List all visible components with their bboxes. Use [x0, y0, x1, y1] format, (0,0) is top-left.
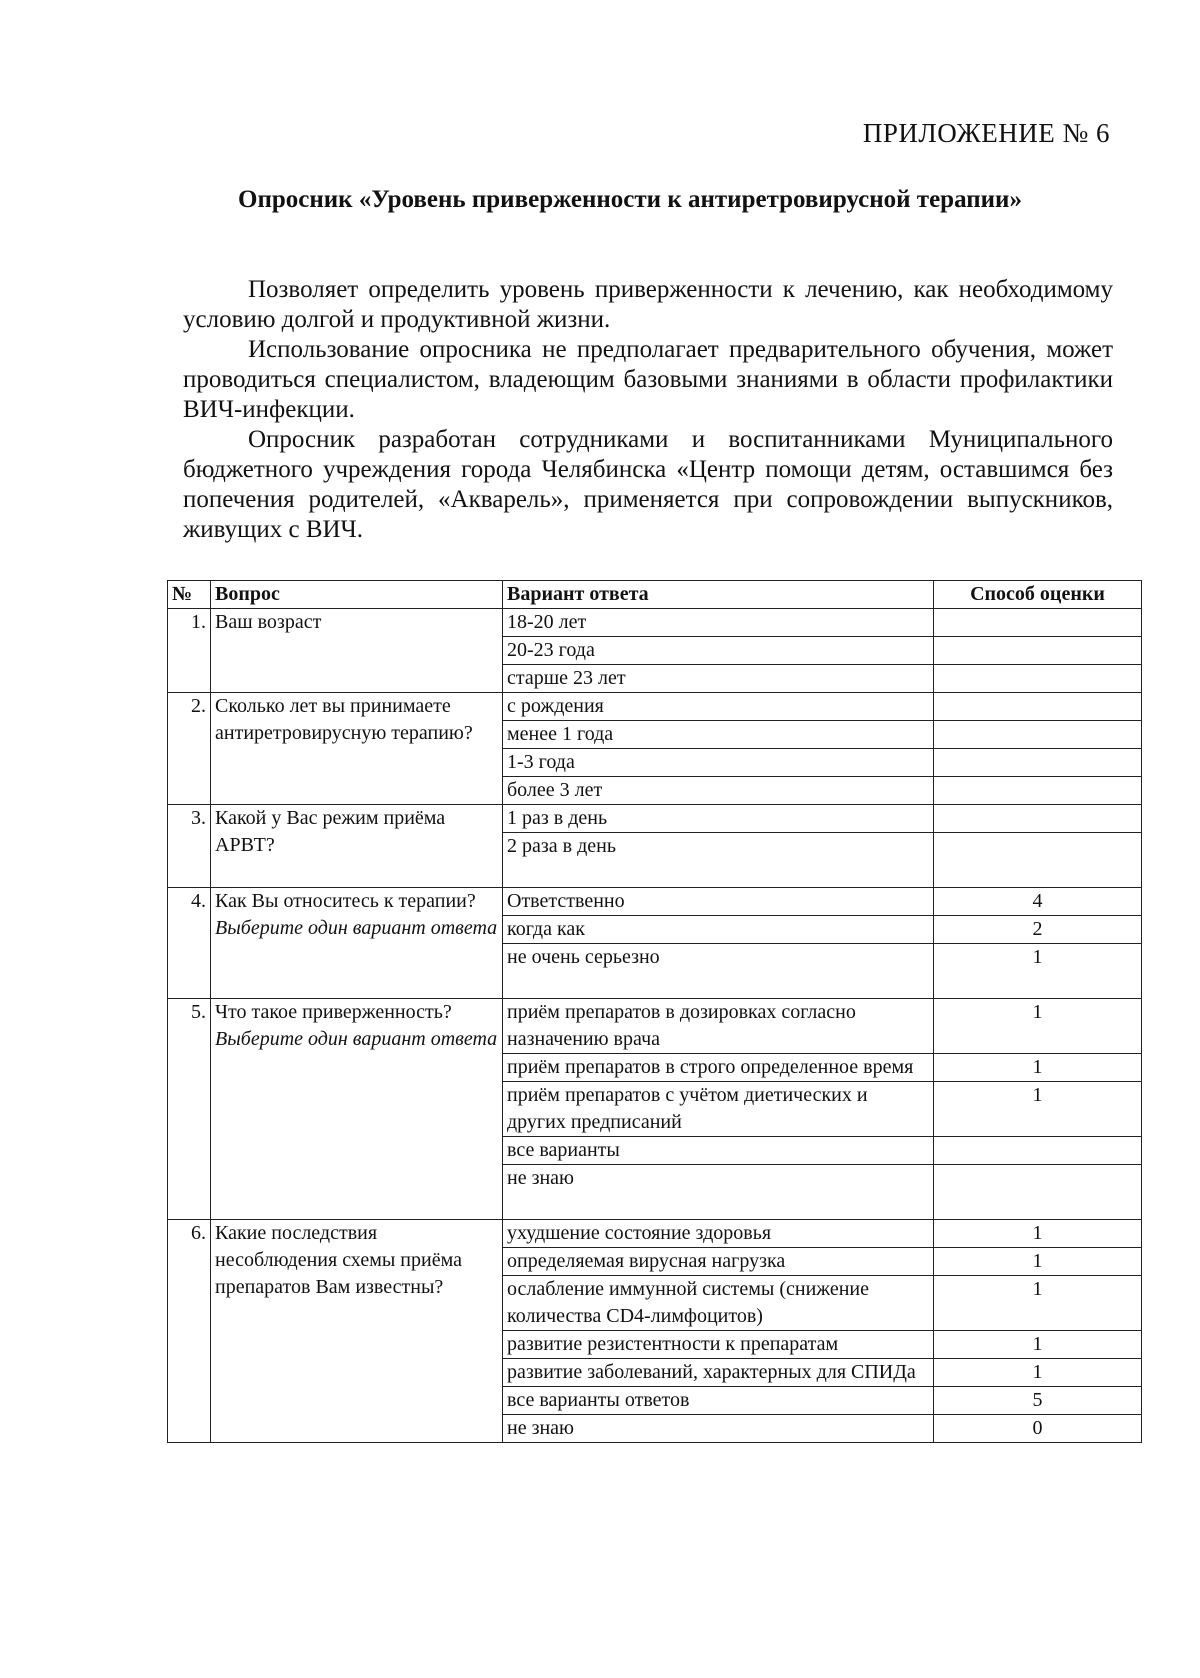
score-cell: [934, 777, 1142, 805]
answer-option: когда как: [503, 916, 934, 944]
answer-option: более 3 лет: [503, 777, 934, 805]
question-number: 5.: [168, 999, 211, 1220]
question-number: 4.: [168, 888, 211, 999]
answer-option: ослабление иммунной системы (снижение количества CD4-лимфоцитов): [503, 1276, 934, 1331]
score-cell: [934, 637, 1142, 665]
appendix-label: ПРИЛОЖЕНИЕ № 6: [862, 118, 1110, 148]
table-row: [168, 805, 1142, 833]
score-cell: 2: [934, 916, 1142, 944]
score-cell: [934, 721, 1142, 749]
table-row: [168, 1220, 1142, 1248]
score-cell: 1: [934, 1248, 1142, 1276]
answer-option: Ответственно: [503, 888, 934, 916]
intro-paragraph: Опросник разработан сотрудниками и воспитанниками Муниципального бюджетного учреждения города Челябинска «Центр помощи детям, оставшимся без попечения родителей, «Акварель», применяется при сопровождении выпускников, живущих с ВИЧ.: [183, 426, 1113, 543]
answer-option: старше 23 лет: [503, 665, 934, 693]
intro-text: [183, 275, 1113, 545]
questionnaire-table: [167, 580, 1142, 1443]
answer-option: менее 1 года: [503, 721, 934, 749]
question-number: 1.: [168, 609, 211, 693]
score-cell: 5: [934, 1387, 1142, 1415]
page-title: Опросник «Уровень приверженности к антиретровирусной терапии»: [238, 186, 1022, 213]
answer-option: приём препаратов в дозировках согласно назначению врача: [503, 999, 934, 1054]
answer-option: 1-3 года: [503, 749, 934, 777]
header-num: №: [168, 581, 211, 609]
answer-option: 20-23 года: [503, 637, 934, 665]
answer-option: 2 раза в день: [503, 833, 934, 888]
intro-paragraph: Позволяет определить уровень приверженности к лечению, как необходимому условию долгой и продуктивной жизни.: [183, 276, 1113, 333]
score-cell: [934, 665, 1142, 693]
header-question: Вопрос: [211, 581, 503, 609]
answer-option: 18-20 лет: [503, 609, 934, 637]
score-cell: 0: [934, 1415, 1142, 1443]
table-row: [168, 999, 1142, 1054]
table-row: [168, 693, 1142, 721]
question-text: Что такое приверженность?: [215, 1001, 452, 1023]
answer-option: с рождения: [503, 693, 934, 721]
answer-option: развитие заболеваний, характерных для СПИДа: [503, 1359, 934, 1387]
question-text: Как Вы относитесь к терапии?: [215, 890, 476, 912]
intro-paragraph: Использование опросника не предполагает предварительного обучения, может проводиться специалистом, владеющим базовыми знаниями в области профилактики ВИЧ-инфекции.: [183, 336, 1113, 423]
score-cell: 1: [934, 1054, 1142, 1082]
answer-option: приём препаратов с учётом диетических и других предписаний: [503, 1082, 934, 1137]
score-cell: [934, 1137, 1142, 1165]
score-cell: 1: [934, 944, 1142, 999]
answer-option: все варианты: [503, 1137, 934, 1165]
score-cell: 1: [934, 1359, 1142, 1387]
score-cell: [934, 693, 1142, 721]
answer-option: не очень серьезно: [503, 944, 934, 999]
question-number: 6.: [168, 1220, 211, 1443]
answer-option: ухудшение состояние здоровья: [503, 1220, 934, 1248]
question-hint: Выберите один вариант ответа: [215, 917, 498, 939]
answer-option: не знаю: [503, 1415, 934, 1443]
score-cell: [934, 749, 1142, 777]
question-number: 3.: [168, 805, 211, 888]
answer-option: развитие резистентности к препаратам: [503, 1331, 934, 1359]
score-cell: [934, 1165, 1142, 1220]
header-answer: Вариант ответа: [503, 581, 934, 609]
score-cell: 1: [934, 999, 1142, 1054]
question-hint: Выберите один вариант ответа: [215, 1028, 498, 1050]
score-cell: [934, 833, 1142, 888]
question-text: Ваш возраст: [211, 609, 503, 693]
answer-option: приём препаратов в строго определенное время: [503, 1054, 934, 1082]
table-row: [168, 888, 1142, 916]
score-cell: 1: [934, 1276, 1142, 1331]
score-cell: [934, 609, 1142, 637]
answer-option: 1 раз в день: [503, 805, 934, 833]
table-row: [168, 609, 1142, 637]
question-cell: [211, 888, 503, 999]
question-text: Сколько лет вы принимаете антиретровирусную терапию?: [211, 693, 503, 805]
answer-option: все варианты ответов: [503, 1387, 934, 1415]
question-text: Какие последствия несоблюдения схемы приёма препаратов Вам известны?: [211, 1220, 503, 1443]
answer-option: не знаю: [503, 1165, 934, 1220]
header-score: Способ оценки: [934, 581, 1142, 609]
question-text: Какой у Вас режим приёма АРВТ?: [211, 805, 503, 888]
answer-option: определяемая вирусная нагрузка: [503, 1248, 934, 1276]
question-cell: [211, 999, 503, 1220]
score-cell: 1: [934, 1220, 1142, 1248]
score-cell: 4: [934, 888, 1142, 916]
score-cell: 1: [934, 1331, 1142, 1359]
score-cell: 1: [934, 1082, 1142, 1137]
score-cell: [934, 805, 1142, 833]
question-number: 2.: [168, 693, 211, 805]
table-header-row: [168, 581, 1142, 609]
